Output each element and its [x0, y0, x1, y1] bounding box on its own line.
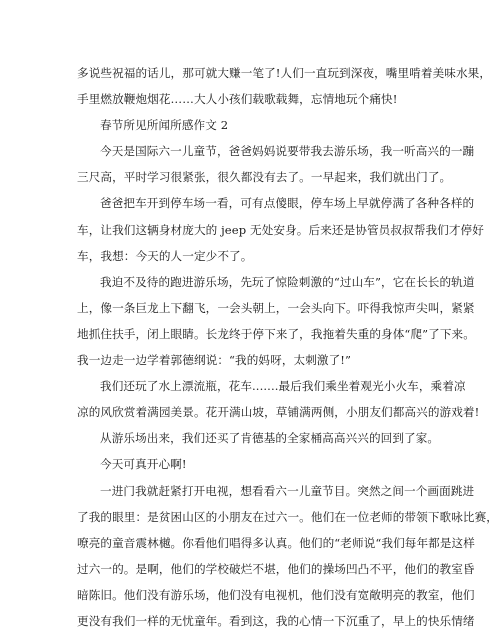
- text-line: 春节所见所闻所感作文 2: [100, 118, 229, 133]
- text-line: 一进门我就赶紧打开电视，想看看六一儿童节目。突然之间一个画面跳进: [100, 483, 475, 498]
- text-line: 我们还玩了水上漂流瓶，花车.......最后我们乘坐着观光小火车，乘着凉: [100, 379, 466, 394]
- text-line: 多说些祝福的话儿，那可就大赚一笔了!人们一直玩到深夜，嘴里啃着美味水果，: [77, 66, 492, 80]
- text-line: 车，我想：今天的人一定少不了。: [77, 248, 253, 263]
- essay-text: [77, 60, 498, 634]
- text-line: 上，像一条巨龙上下翻飞，一会头朝上，一会头向下。吓得我惊声尖叫，紧紧: [77, 300, 475, 315]
- text-line: 我一边走一边学着郭德纲说：“我的妈呀，太刺激了!”: [77, 353, 352, 368]
- text-line: 嘹亮的童音震林樾。你看他们唱得多认真。他们的“老师说“我们每年都是这样: [77, 535, 475, 550]
- text-line: 爸爸把车开到停车场一看，可有点傻眼，停车场上早就停满了各种各样的: [100, 196, 475, 211]
- text-line: 我迫不及待的跑进游乐场，先玩了惊险刺激的“过山车”，它在长长的轨道: [100, 274, 475, 289]
- text-line: 手里燃放鞭炮烟花……大人小孩们载歌载舞，忘情地玩个痛快!: [77, 92, 398, 107]
- text-line: 暗陈旧。他们没有游乐场，他们没有电视机，他们没有宽敞明亮的教室，他们: [77, 587, 475, 602]
- text-line: 了我的眼里：是贫困山区的小朋友在过六一。他们在一位老师的带领下歌咏比赛，: [77, 509, 498, 524]
- text-line: 凉的风欣赏着满园美景。花开满山坡，草铺满两侧，小朋友们都高兴的游戏着!: [77, 405, 480, 420]
- text-line: 今天是国际六一儿童节，爸爸妈妈说要带我去游乐场，我一听高兴的一蹦: [100, 144, 475, 159]
- text-line: 过六一的。是啊，他们的学校破烂不堪，他们的操场凹凸不平，他们的教室昏: [77, 561, 475, 576]
- text-line: 今天可真开心啊!: [100, 457, 187, 472]
- text-line: 三尺高，平时学习很紧张，很久都没有去了。一早起来，我们就出门了。: [77, 170, 452, 185]
- text-line: 车，让我们这辆身材庞大的 jeep 无处安身。后来还是协管员叔叔帮我们才停好: [77, 222, 484, 237]
- text-line: 更没有我们一样的无忧童年。看到这，我的心情一下沉重了，早上的快乐情绪: [77, 613, 475, 628]
- text-line: 地抓住扶手，闭上眼睛。长龙终于停下来了，我拖着失重的身体“爬”了下来。: [77, 326, 475, 341]
- text-line: 从游乐场出来，我们还买了肯德基的全家桶高高兴兴的回到了家。: [100, 431, 440, 446]
